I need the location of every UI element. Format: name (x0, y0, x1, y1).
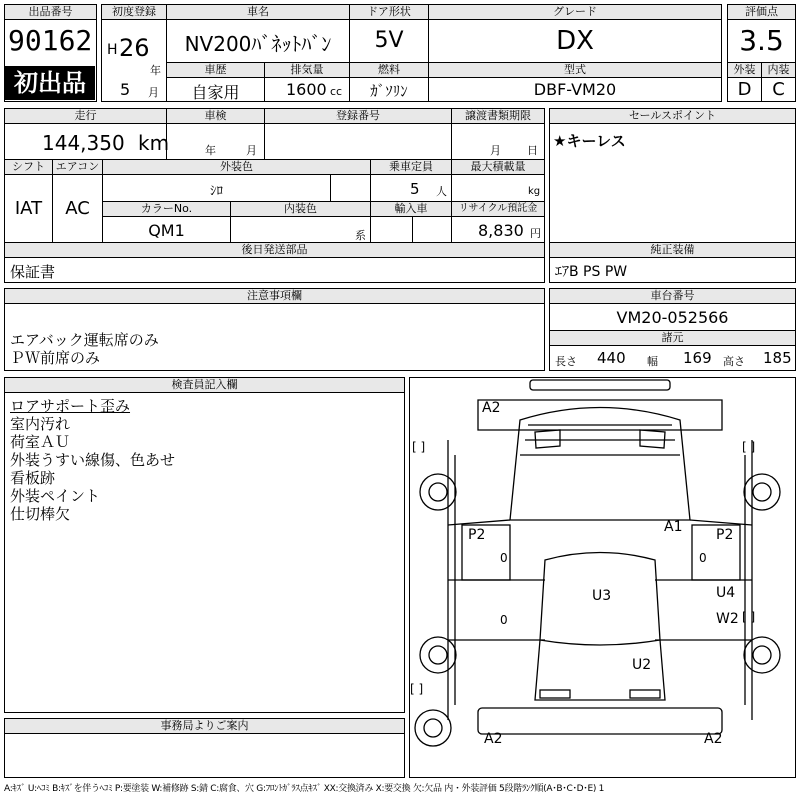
model-label: 型式 (429, 63, 721, 78)
mileage: 144,350 (42, 131, 125, 155)
reg-month-unit: 月 (148, 86, 159, 99)
reg-year: 26 (119, 34, 150, 62)
inspection-label: 車検 (167, 109, 264, 124)
office-label: 事務局よりご案内 (5, 719, 404, 734)
notes-line-1: エアバック運転席のみ (10, 331, 159, 349)
color-no: QM1 (148, 221, 185, 240)
car-name: NV200ﾊﾞﾈｯﾄﾊﾞﾝ (184, 32, 332, 56)
inspector-line-1: ロアサポート歪み (10, 397, 131, 415)
mark-front-top: A2 (482, 400, 501, 416)
grade-label: グレード (429, 5, 721, 20)
inspector-line-3: 荷室ＡＵ (10, 433, 71, 451)
legend: A:ｷｽﾞ U:ﾍｺﾐ B:ｷｽﾞを伴うﾍｺﾐ P:要塗装 W:補修跡 S:錆 C:腐食、穴 G:ﾌﾛﾝﾄｶﾞﾗｽ点ｷｽﾞ XX:交換済み X:要交換 欠:欠品 内・外装評価 5段階ﾗﾝｸ順(A･B･C･D･E) 1 (4, 784, 605, 794)
mark-right-door-zero: 0 (699, 551, 707, 565)
inspection-month-unit: 月 (246, 144, 257, 157)
first-reg-label: 初度登録 (102, 5, 166, 20)
chassis-number: VM20-052566 (616, 308, 729, 327)
notes-line-2: ＰＷ前席のみ (10, 349, 101, 367)
mark-right-door: P2 (716, 527, 734, 543)
mark-left-rear-zero: 0 (500, 613, 508, 627)
transfer-label: 譲渡書類期限 (452, 109, 544, 124)
reg-year-unit: 年 (150, 64, 161, 77)
max-load-unit: kg (528, 186, 541, 197)
inspector-line-2: 室内汚れ (10, 415, 71, 433)
int-color-label: 内装色 (231, 202, 370, 217)
inspector-line-5: 看板跡 (10, 469, 56, 487)
lot-number-label: 出品番号 (5, 5, 96, 20)
mark-cargo-floor: U3 (592, 588, 612, 604)
later-parts-label: 後日発送部品 (5, 243, 544, 258)
displacement-unit: cc (330, 85, 343, 98)
fuel: ｶﾞｿﾘﾝ (370, 82, 408, 100)
capacity-unit: 人 (436, 185, 447, 198)
recycle-label: リサイクル預託金 (452, 202, 544, 217)
width: 169 (683, 349, 712, 367)
left-bracket-low: [ ] (410, 682, 424, 696)
transfer-day-unit: 日 (527, 144, 538, 157)
genuine-label: 純正装備 (550, 243, 795, 258)
exterior-grade: D (737, 79, 752, 100)
sales-point: ★キーレス (553, 132, 626, 150)
mark-left-door: P2 (468, 527, 486, 543)
score-label: 評価点 (728, 5, 795, 20)
ac-label: エアコン (53, 160, 102, 175)
mark-right-rear-w: W2 (716, 611, 739, 627)
mark-left-door-zero: 0 (500, 551, 508, 565)
displacement-label: 排気量 (265, 63, 349, 78)
lot-number: 90162 (8, 24, 93, 57)
int-color-unit: 系 (355, 229, 366, 242)
sales-point-label: セールスポイント (550, 109, 795, 124)
inspector-line-6: 外装ペイント (10, 487, 101, 505)
length-label: 長さ (555, 355, 577, 368)
mark-rear-left: A2 (484, 731, 503, 747)
recycle-fee: 8,830 (478, 221, 524, 240)
inspector-label: 検査員記入欄 (5, 378, 404, 393)
history: 自家用 (191, 83, 240, 102)
capacity: 5 (410, 180, 420, 198)
first-listing-badge: 初出品 (5, 66, 95, 100)
height-label: 高さ (723, 355, 745, 368)
era: H (107, 42, 118, 58)
dims-label: 諸元 (550, 331, 795, 346)
shift: IAT (14, 198, 43, 219)
transfer-month-unit: 月 (490, 144, 501, 157)
door-label: ドア形状 (350, 5, 428, 20)
height: 185 (763, 349, 792, 367)
exterior-label: 外装 (728, 63, 761, 78)
right-bracket-low: [ ] (742, 610, 756, 624)
genuine-equipment: ｴｱB PS PW (555, 264, 628, 280)
reg-number-label: 登録番号 (265, 109, 451, 124)
inspection-year-unit: 年 (205, 144, 216, 157)
reg-month: 5 (120, 80, 131, 99)
ext-color: ｼﾛ (210, 184, 223, 199)
inspector-line-4: 外装うすい線傷、色あせ (10, 451, 176, 469)
mark-right-rear: U4 (716, 585, 736, 601)
model: DBF-VM20 (533, 80, 617, 99)
length: 440 (597, 349, 626, 367)
displacement: 1600 (286, 80, 327, 99)
max-load-label: 最大積載量 (452, 160, 544, 175)
ac: AC (65, 198, 90, 219)
inspector-line-7: 仕切棒欠 (10, 505, 71, 523)
car-name-label: 車名 (167, 5, 349, 20)
history-label: 車歴 (167, 63, 264, 78)
interior-grade: C (772, 79, 785, 100)
notes-label: 注意事項欄 (5, 289, 544, 304)
later-parts: 保証書 (10, 263, 56, 281)
right-bracket: [ ] (742, 440, 756, 454)
import-label: 輸入車 (371, 202, 451, 217)
recycle-unit: 円 (530, 227, 541, 240)
mileage-unit: km (138, 131, 170, 155)
width-label: 幅 (647, 355, 658, 368)
left-bracket: [ ] (412, 440, 426, 454)
fuel-label: 燃料 (350, 63, 428, 78)
mileage-label: 走行 (5, 109, 166, 124)
door-type: 5V (374, 28, 404, 53)
shift-label: シフト (5, 160, 52, 175)
interior-label: 内装 (762, 63, 795, 78)
mark-rear-right: A2 (704, 731, 723, 747)
mark-right-pillar: A1 (664, 519, 683, 535)
capacity-label: 乗車定員 (371, 160, 451, 175)
score: 3.5 (739, 24, 784, 57)
mark-rear-floor: U2 (632, 657, 652, 673)
grade: DX (556, 26, 594, 56)
color-no-label: カラーNo. (103, 202, 230, 217)
chassis-label: 車台番号 (550, 289, 795, 304)
ext-color-label: 外装色 (103, 160, 370, 175)
